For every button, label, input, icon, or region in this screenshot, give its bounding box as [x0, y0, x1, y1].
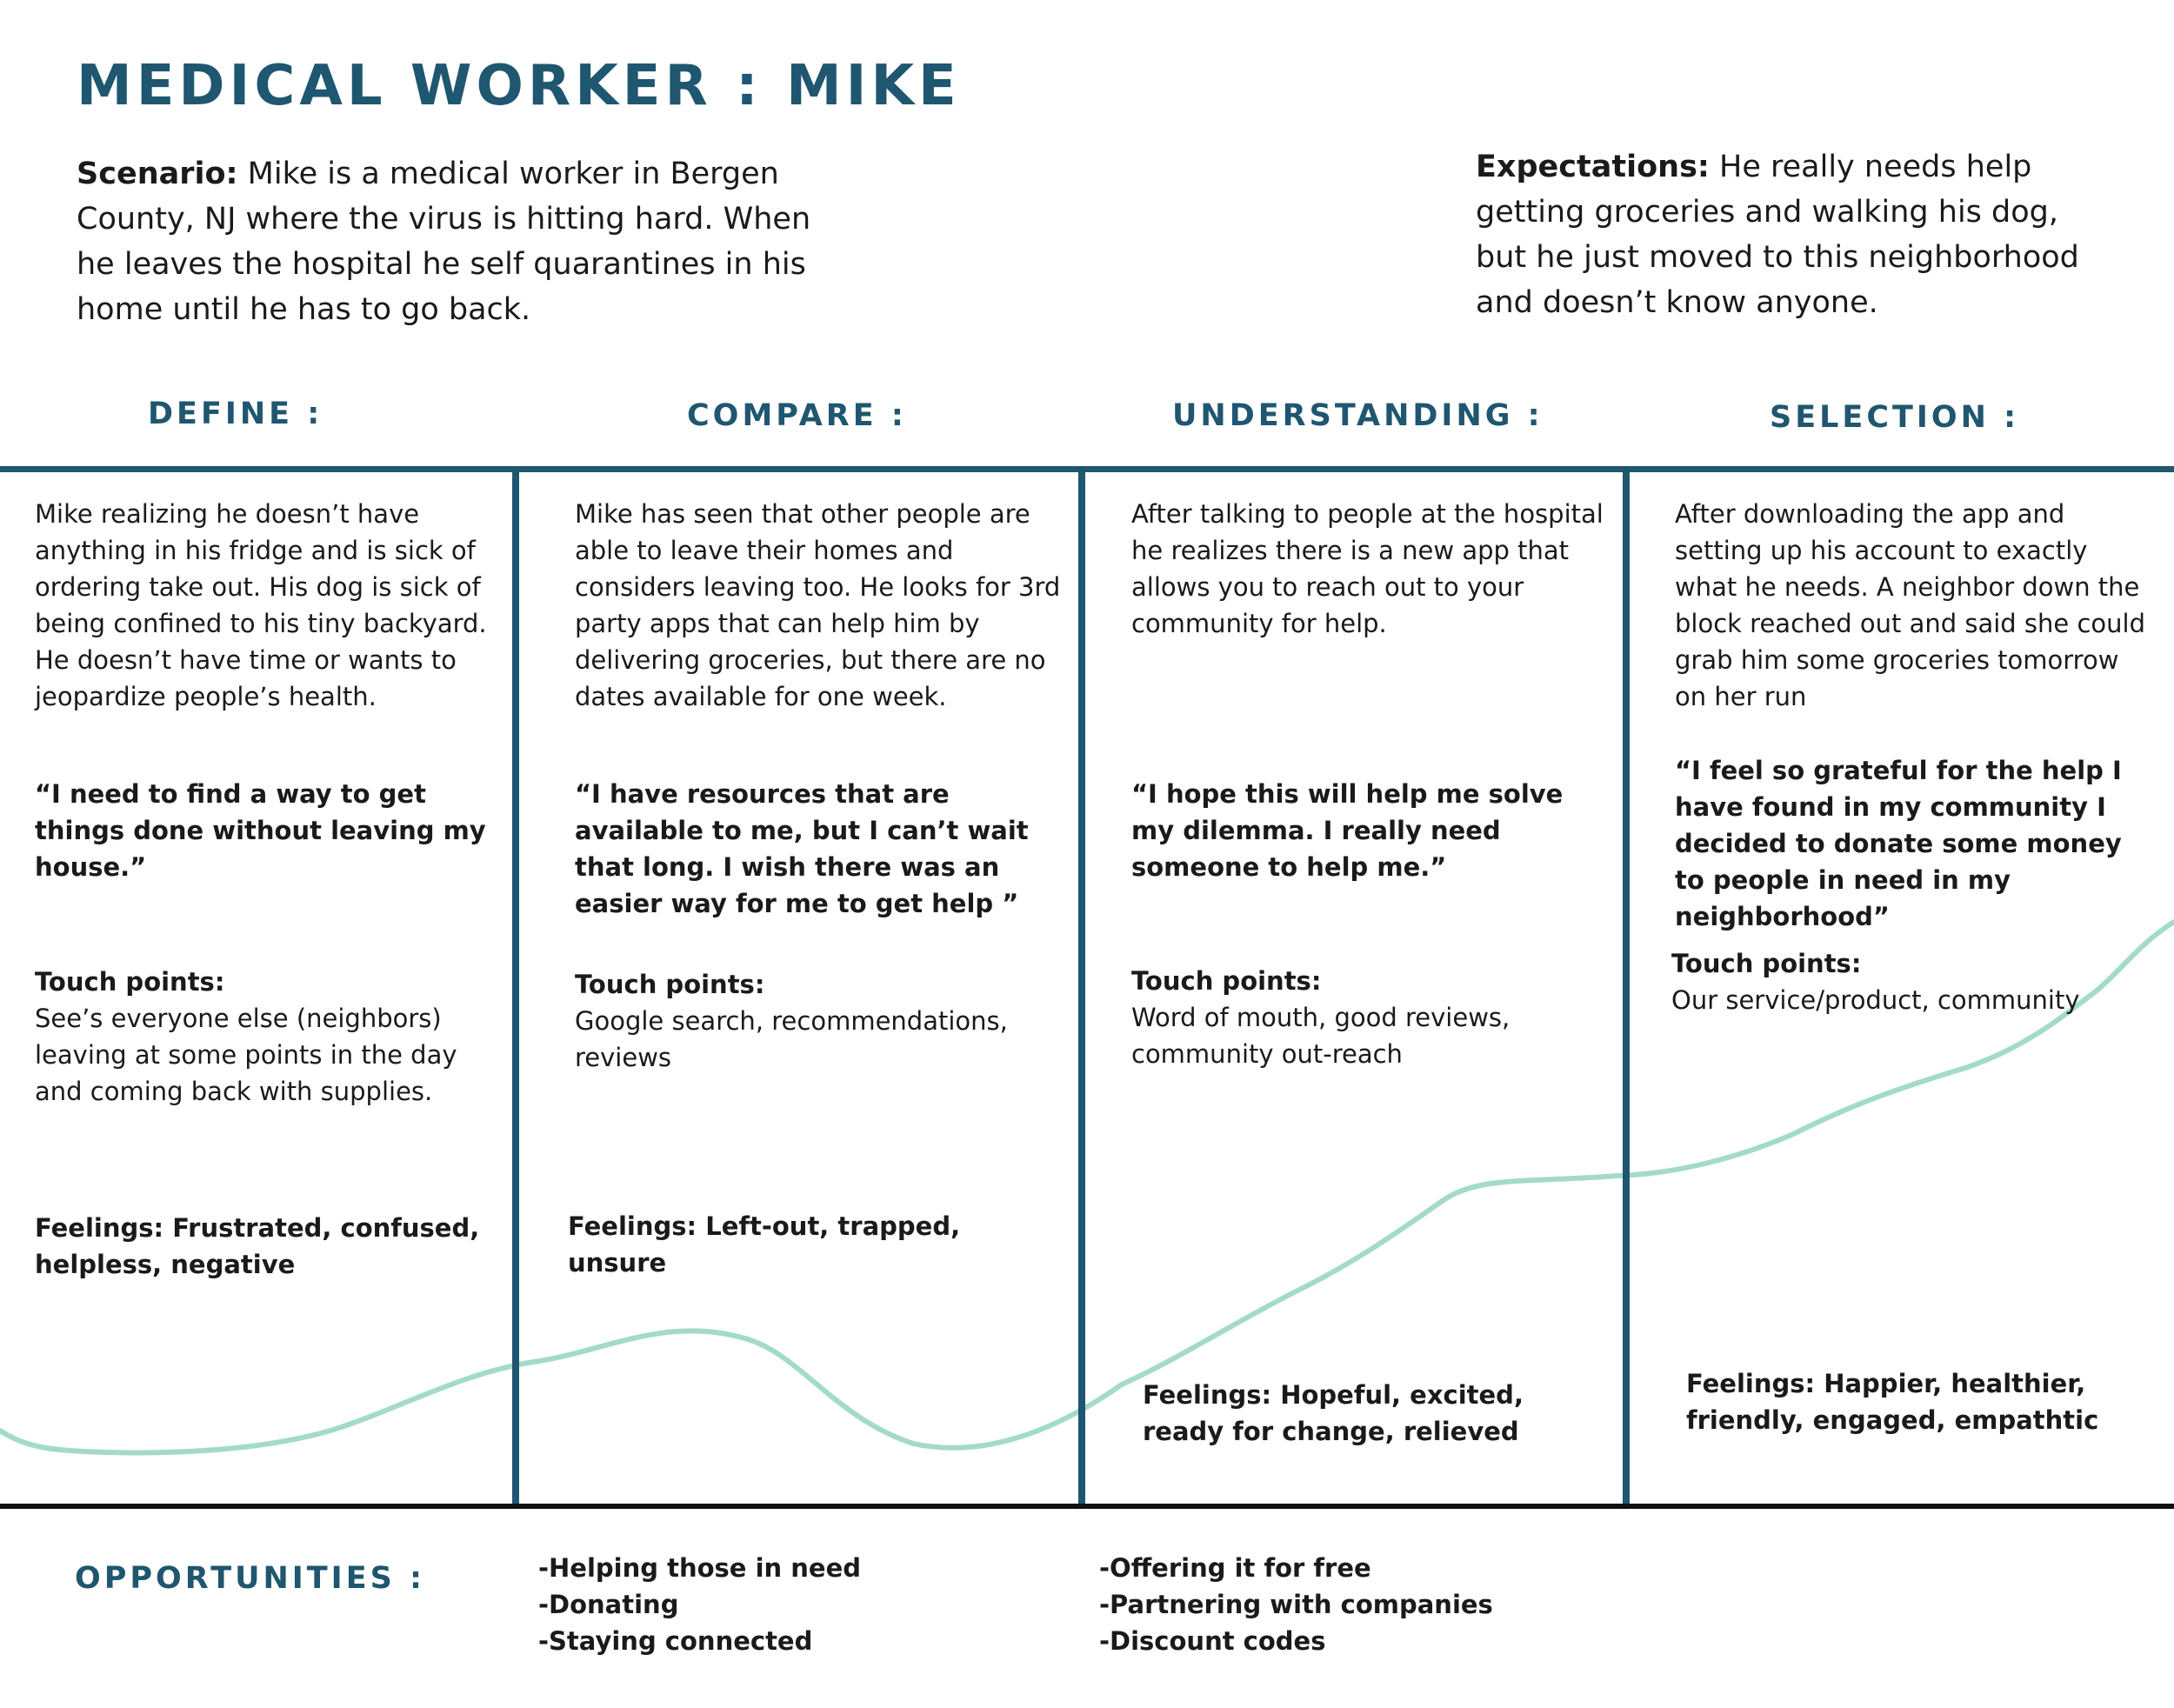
define-touch-points [35, 964, 496, 1110]
understanding-feelings: Feelings: Hopeful, excited, ready for change, relieved [1143, 1380, 1524, 1446]
expectations-label: Expectations: [1476, 150, 1710, 184]
table-top-rule [0, 466, 2174, 472]
define-touch-text: See’s everyone else (neighbors) leaving at some points in the day and coming back with supplies. [35, 1004, 457, 1106]
opportunities-heading: OPPORTUNITIES : [75, 1561, 425, 1596]
understanding-quote: “I hope this will help me solve my dilemma. I really need someone to help me.” [1131, 779, 1564, 882]
phase-heading-selection: SELECTION : [1770, 400, 2020, 435]
understanding-touch-points [1131, 963, 1605, 1072]
understanding-touch-text: Word of mouth, good reviews, community out-reach [1131, 1003, 1510, 1069]
column-divider-2 [1078, 468, 1085, 1506]
selection-quote: “I feel so grateful for the help I have found in my community I decided to donate some money to people in need in my neighborhood” [1675, 756, 2122, 931]
list-item: -Donating [538, 1590, 679, 1619]
compare-touch-points [575, 966, 1062, 1076]
define-touch-label: Touch points: [35, 967, 225, 997]
compare-description: Mike has seen that other people are able to leave their homes and considers leaving too. He looks for 3rd party apps that can help him by delivering groceries, but there are no dates available for one week. [575, 499, 1061, 711]
expectations-body: He really needs help getting groceries and walking his dog, but he just moved to this neighborhood and doesn’t know anyone. [1476, 150, 2079, 320]
opportunities-list-1 [538, 1550, 861, 1659]
compare-touch-label: Touch points: [575, 970, 765, 999]
list-item: -Offering it for free [1099, 1553, 1371, 1583]
understanding-description: After talking to people at the hospital he realizes there is a new app that allows you to reach out to your community for help. [1131, 499, 1604, 638]
define-feelings: Feelings: Frustrated, confused, helpless, negative [35, 1213, 480, 1279]
compare-touch-text: Google search, recommendations, reviews [575, 1006, 1008, 1072]
phase-heading-define: DEFINE : [148, 397, 323, 431]
scenario-label: Scenario: [77, 157, 238, 191]
selection-description: After downloading the app and setting up his account to exactly what he needs. A neighbor down the block reached out and said she could grab him some groceries tomorrow on her run [1675, 499, 2145, 711]
define-quote: “I need to find a way to get things done without leaving my house.” [35, 779, 486, 882]
selection-touch-points [1671, 945, 2145, 1018]
understanding-touch-label: Touch points: [1131, 966, 1322, 996]
list-item: -Discount codes [1099, 1626, 1326, 1656]
scenario-text [77, 151, 816, 332]
phase-heading-compare: COMPARE : [687, 398, 907, 433]
selection-touch-label: Touch points: [1671, 949, 1862, 978]
selection-touch-text: Our service/product, community [1671, 985, 2080, 1015]
compare-feelings: Feelings: Left-out, trapped, unsure [568, 1211, 961, 1278]
opportunities-list-2 [1099, 1550, 1493, 1659]
define-description: Mike realizing he doesn’t have anything in his fridge and is sick of ordering take out. His dog is sick of being confined to his tiny backyard. He doesn’t have time or wants to jeopardize people’s health. [35, 499, 487, 711]
page-title: MEDICAL WORKER : MIKE [77, 54, 961, 118]
selection-feelings: Feelings: Happier, healthier, friendly, engaged, empathtic [1686, 1369, 2099, 1435]
list-item: -Partnering with companies [1099, 1590, 1493, 1619]
column-divider-1 [512, 468, 519, 1506]
expectations-text [1476, 144, 2102, 325]
table-bottom-rule [0, 1504, 2174, 1509]
list-item: -Helping those in need [538, 1553, 861, 1583]
compare-quote: “I have resources that are available to me, but I can’t wait that long. I wish there was an easier way for me to get help ” [575, 779, 1029, 918]
list-item: -Staying connected [538, 1626, 813, 1656]
scenario-body: Mike is a medical worker in Bergen County, NJ where the virus is hitting hard. When he leaves the hospital he self quarantines in his home until he has to go back. [77, 157, 811, 327]
column-divider-3 [1623, 468, 1630, 1506]
phase-heading-understanding: UNDERSTANDING : [1172, 398, 1544, 433]
